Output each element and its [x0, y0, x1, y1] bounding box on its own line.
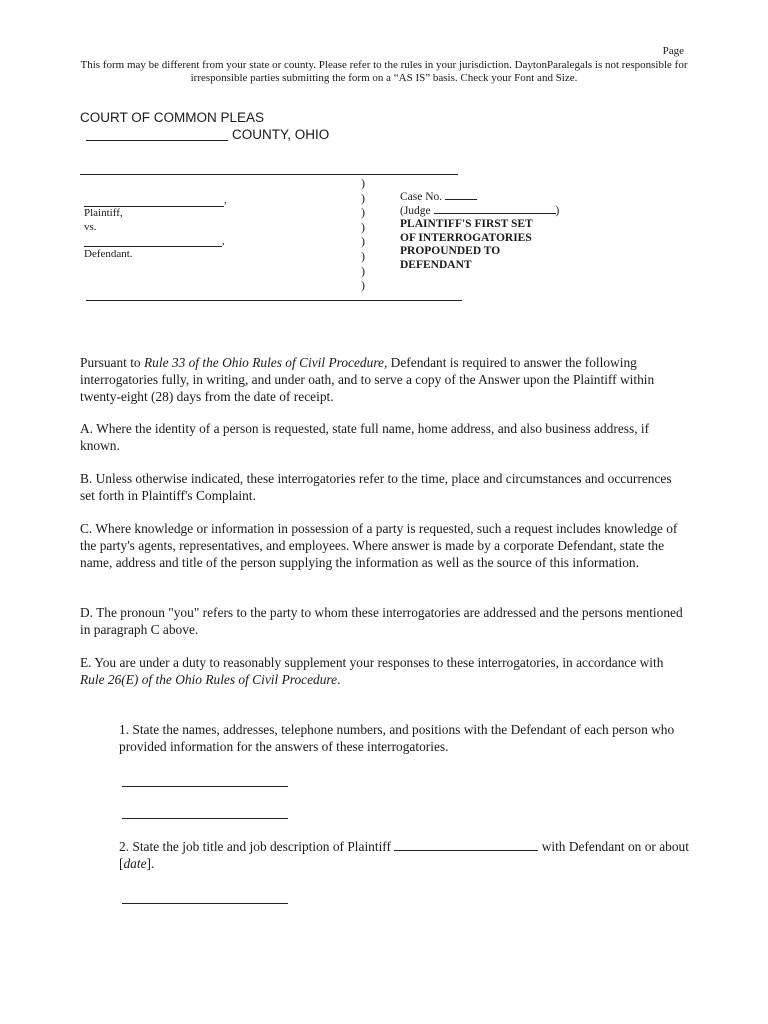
answer-line[interactable] [122, 818, 288, 819]
case-number-line [400, 190, 559, 204]
paragraph-a: A. Where the identity of a person is requested, state full name, home address, and also business address, if known. [80, 421, 650, 453]
paren: ) [361, 278, 365, 293]
caption-top-rule [80, 174, 458, 175]
judge-blank [434, 213, 556, 214]
paragraph-e [80, 654, 688, 688]
county-blank [86, 140, 228, 141]
paragraph-e-pre: E. You are under a duty to reasonably supplement your responses to these interrogatories, in accordance with [80, 655, 664, 670]
title-line-3: PROPOUNDED TO [400, 245, 501, 258]
paragraph-b: B. Unless otherwise indicated, these interrogatories refer to the time, place and circumstances and occurrences set forth in Plaintiff's Complaint. [80, 471, 672, 503]
plaintiff-name-blank[interactable] [394, 850, 538, 851]
paragraph-c: C. Where knowledge or information in possession of a party is requested, such a request includes knowledge of the party's agents, representatives, and employees. Where answer is made by a corporate Defendant, state the name, address and title of the person supplying the information as well as the source of this information. [80, 521, 678, 570]
defendant-label: Defendant. [84, 248, 133, 260]
case-number-label: Case No. [400, 191, 443, 203]
paren: ) [361, 219, 365, 234]
intro-pre: Pursuant to [80, 355, 144, 370]
paragraph-e-rule: Rule 26(E) of the Ohio Rules of Civil Procedure [80, 672, 338, 687]
intro-post: , Defendant is required to answer the following interrogatories fully, in writing, and under oath, and to serve a copy of the Answer upon the Plaintiff within twenty-eight (28) days from the date of receipt. [80, 355, 655, 404]
page-label: Page [662, 45, 684, 57]
paragraph-d: D. The pronoun "you" refers to the party to whom these interrogatories are addressed and the persons mentioned in paragraph C above. [80, 605, 683, 637]
date-placeholder: date [123, 856, 147, 871]
question-2 [119, 838, 689, 872]
title-line-4: DEFENDANT [400, 258, 472, 271]
judge-close: ) [555, 205, 560, 217]
court-name: COURT OF COMMON PLEAS [80, 110, 265, 125]
paren: ) [361, 263, 365, 278]
title-line-2: OF INTERROGATORIES [400, 231, 532, 244]
defendant-comma: , [222, 235, 225, 247]
question-2-mid: with Defendant on or about [ [119, 839, 689, 871]
intro-rule: Rule 33 of the Ohio Rules of Civil Procedure [143, 355, 384, 370]
title-line-1: PLAINTIFF'S FIRST SET [400, 218, 533, 230]
answer-line[interactable] [122, 903, 288, 904]
paren: ) [361, 190, 365, 205]
caption-bottom-rule [86, 300, 462, 301]
paren: ) [361, 234, 365, 249]
judge-label: (Judge [400, 205, 431, 217]
case-info [400, 190, 559, 218]
plaintiff-comma: , [224, 194, 227, 206]
caption-parens [361, 176, 365, 293]
case-number-blank [445, 199, 477, 200]
question-1: 1. State the names, addresses, telephone numbers, and positions with the Defendant of each person who provided information for the answers of these interrogatories. [119, 722, 675, 754]
paren: ) [361, 176, 365, 190]
paren: ) [361, 205, 365, 220]
paren: ) [361, 248, 365, 263]
paragraph-e-post: . [337, 672, 341, 687]
vs-label: vs. [84, 221, 97, 233]
plaintiff-label: Plaintiff, [84, 207, 123, 219]
answer-line[interactable] [122, 786, 288, 787]
question-2-pre: 2. State the job title and job description of Plaintiff [119, 839, 391, 854]
question-2-post: ]. [146, 856, 155, 871]
defendant-blank [84, 246, 222, 247]
document-title [400, 218, 533, 272]
county-label: COUNTY, OHIO [232, 127, 330, 142]
judge-line [400, 204, 559, 218]
disclaimer: This form may be different from your state or county. Please refer to the rules in your jurisdiction. DaytonParalegals is not responsible for irresponsible parties submitting the form on a “AS IS” basis. Check your Font and Size. [80, 59, 688, 84]
intro-paragraph [80, 354, 688, 405]
